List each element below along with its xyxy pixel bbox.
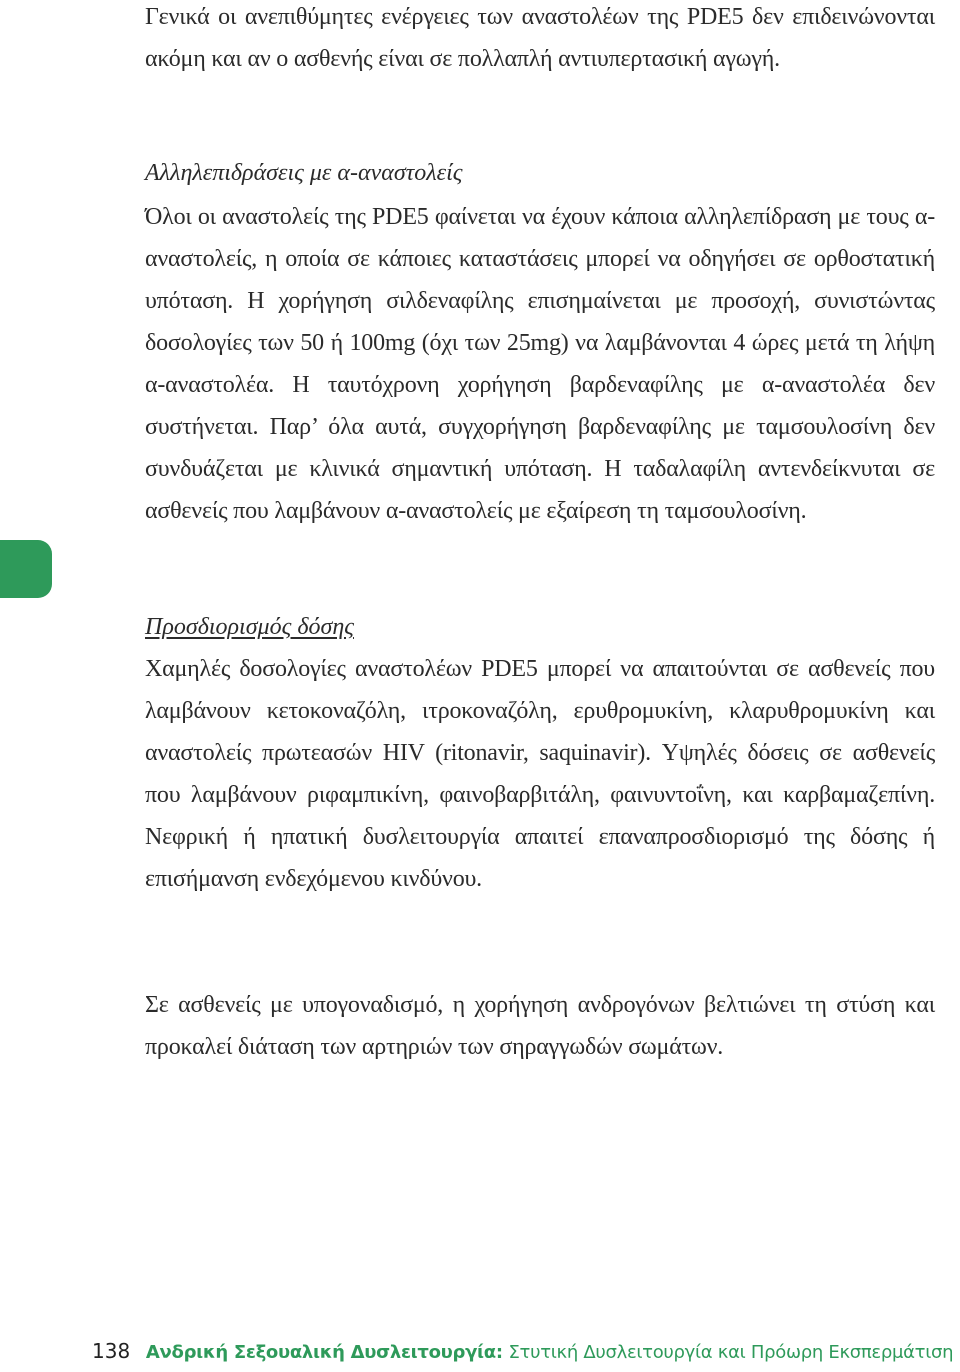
paragraph-dose-determination: Χαμηλές δοσολογίες αναστολέων PDE5 μπορεί να απαιτούνται σε ασθενείς που λαμβάνουν κετοκοναζόλη, ιτροκοναζόλη, ερυθρομυκίνη, κλαρυθρομυκίνη και αναστολείς πρωτεασών HIV (ritonavir, saquinavir). Υψηλές δόσεις σε ασθενείς που λαμβάνουν ριφαμπικίνη, φαινοβαρβιτάλη, φαινυντοΐνη, και καρβαμαζεπίνη. Νεφρική ή ηπατική δυσλειτουργία απαιτεί επαναπροσδιορισμό της δόσης ή επισήμανση ενδεχόμενου κινδύνου. bbox=[145, 656, 935, 892]
page-number: 138 bbox=[92, 1339, 131, 1363]
paragraph-alpha-blocker-interactions: Όλοι οι αναστολείς της PDE5 φαίνεται να έχουν κάποια αλληλεπίδραση με τους α-αναστολείς, η οποία σε κάποιες καταστάσεις μπορεί να οδηγήσει σε ορθοστατική υπόταση. Η χορήγηση σιλδεναφίλης επισημαίνεται με προσοχή, συνιστώντας δοσολογίες των 50 ή 100mg (όχι των 25mg) να λαμβάνονται 4 ώρες μετά τη λήψη α-αναστολέα. Η ταυτόχρονη χορήγηση βαρδεναφίλης με α-αναστολέα δεν συστήνεται. Παρ’ όλα αυτά, συγχορήγηση βαρδεναφίλης με ταμσουλοσίνη δεν συνδυάζεται με κλινικά σημαντική υπόταση. Η ταδαλαφίλη αντενδείκνυται σε ασθενείς που λαμβάνουν α-αναστολείς με εξαίρεση τη ταμσουλοσίνη. bbox=[145, 204, 935, 524]
section-heading-alpha-blockers: Αλληλεπιδράσεις με α-αναστολείς bbox=[145, 160, 463, 186]
paragraph-hypogonadism: Σε ασθενείς με υπογοναδισμό, η χορήγηση ανδρογόνων βελτιώνει τη στύση και προκαλεί διάταση των αρτηριών των σηραγγωδών σωμάτων. bbox=[145, 992, 935, 1060]
section-heading-dose-determination: Προσδιορισμός δόσης bbox=[145, 614, 354, 640]
page-footer bbox=[92, 1334, 952, 1368]
footer-book-title: Ανδρική Σεξουαλική Δυσλειτουργία: bbox=[145, 1342, 503, 1363]
footer-book-subtitle: Στυτική Δυσλειτουργία και Πρόωρη Εκσπερμάτιση bbox=[508, 1342, 954, 1363]
paragraph-side-effects: Γενικά οι ανεπιθύμητες ενέργειες των αναστολέων της PDE5 δεν επιδεινώνονται ακόμη και αν ο ασθενής είναι σε πολλαπλή αντιυπερτασική αγωγή. bbox=[145, 4, 935, 72]
chapter-side-tab bbox=[0, 540, 52, 598]
